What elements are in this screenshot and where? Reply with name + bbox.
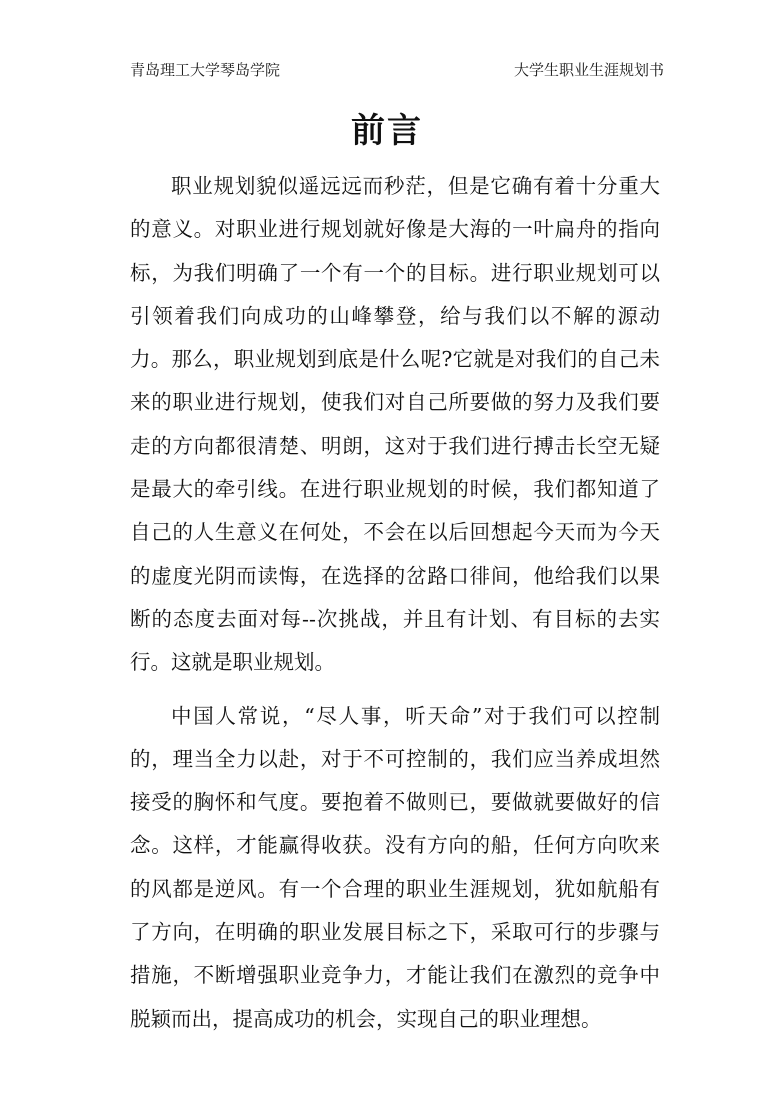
preface-body <box>130 165 660 1051</box>
header-divider <box>130 86 664 87</box>
paragraph-2: 中国人常说，“尽人事，听天命”对于我们可以控制的，理当全力以赴，对于不可控制的，我们应当养成坦然接受的胸怀和气度。要抱着不做则已，要做就要做好的信念。这样，才能赢得收获。没有方向的船，任何方向吹来的风都是逆风。有一个合理的职业生涯规划，犹如航船有了方向，在明确的职业发展目标之下，采取可行的步骤与措施，不断增强职业竞争力，才能让我们在激烈的竞争中脱颖而出，提高成功的机会，实现自己的职业理想。 <box>130 703 660 1031</box>
paragraph-1: 职业规划貌似遥远远而秒茫，但是它确有着十分重大的意义。对职业进行规划就好像是大海的一叶扁舟的指向标，为我们明确了一个有一个的目标。进行职业规划可以引领着我们向成功的山峰攀登，给与我们以不解的源动力。那么，职业规划到底是什么呢?它就是对我们的自己未来的职业进行规划，使我们对自己所要做的努力及我们要走的方向都很清楚、明朗，这对于我们进行搏击长空无疑是最大的牵引线。在进行职业规划的时候，我们都知道了自己的人生意义在何处，不会在以后回想起今天而为今天的虚度光阴而读悔，在选择的岔路口徘间，他给我们以果断的态度去面对每--次挑战，并且有计划、有目标的去实行。这就是职业规划。 <box>130 174 660 675</box>
header-school-name: 青岛理工大学琴岛学院 <box>130 61 281 79</box>
header-document-title: 大学生职业生涯规划书 <box>513 61 664 79</box>
page-title: 前言 <box>351 111 423 151</box>
page-header <box>130 58 664 82</box>
